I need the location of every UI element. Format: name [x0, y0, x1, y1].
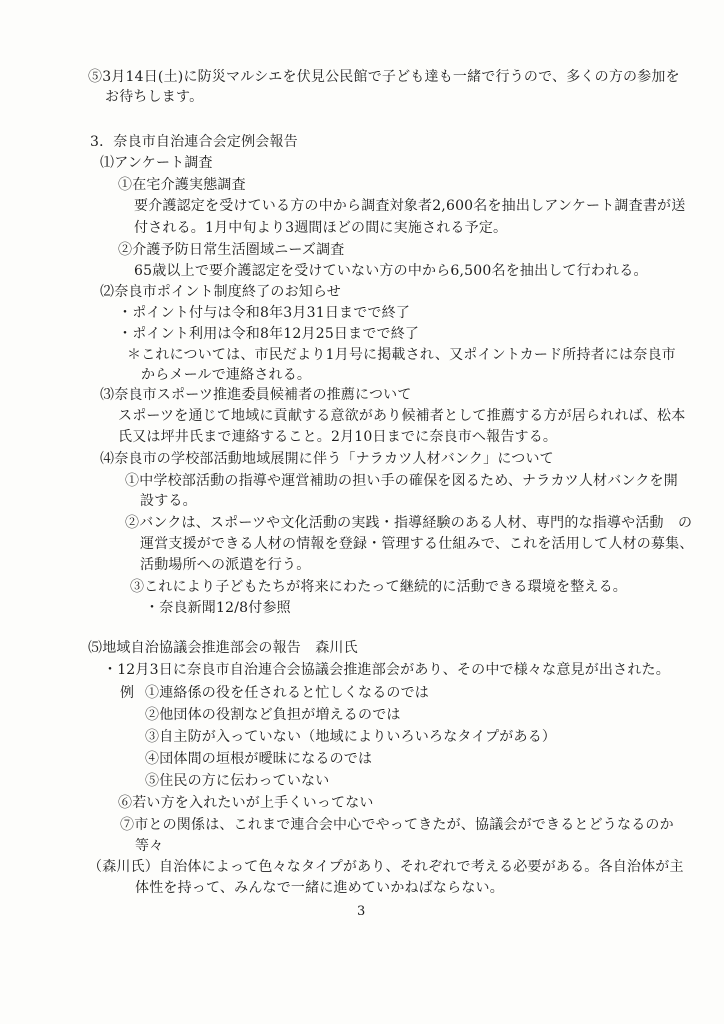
item1-sub1-line1: 要介護認定を受けている方の中から調査対象者2,600名を抽出しアンケート調査書が送: [134, 198, 686, 214]
item5-line1: ⑤3月14日(土)に防災マルシエを伏見公民館で子ども達も一緒で行うので、多くの方の参加を: [88, 69, 680, 85]
item5-ex1: ①連絡係の役を任されると忙しくなるのでは: [145, 685, 429, 701]
item2-note-line1: ＊これについては、市民だより1月号に掲載され、又ポイントカード所持者には奈良市: [127, 347, 676, 363]
item2-note-line2: からメールで連絡される。: [141, 367, 312, 383]
item5-ex4: ④団体間の垣根が曖昧になるのでは: [145, 751, 373, 767]
item1-title: ⑴アンケート調査: [100, 155, 213, 171]
item5-ex7-line1: ⑦市との関係は、これまで連合会中心でやってきたが、協議会ができるとどうなるのか: [120, 817, 674, 833]
item1-sub2-title: ②介護予防日常生活圏域ニーズ調査: [118, 242, 345, 258]
item4-p2-line2: 運営支援ができる人材の情報を登録・管理する仕組みで、これを活用して人材の募集、: [140, 536, 694, 552]
item4-p2-line3: 活動場所への派遣を行う。: [140, 557, 311, 573]
item5-ex5: ⑤住民の方に伝わっていない: [145, 773, 330, 789]
page-number: 3: [357, 904, 366, 919]
item5-bullet: ・12月3日に奈良市自治連合会協議会推進部会があり、その中で様々な意見が出された。: [103, 662, 670, 678]
item5-ex6: ⑥若い方を入れたいが上手くいってない: [118, 795, 374, 811]
item4-p2-line1: ②バンクは、スポーツや文化活動の実践・指導経験のある人材、専門的な指導や活動 の: [125, 515, 693, 531]
item4-p1-line2: 設する。: [140, 493, 197, 509]
item2-bullet1: ・ポイント付与は令和8年3月31日までで終了: [118, 305, 411, 321]
item2-bullet2: ・ポイント利用は令和8年12月25日までで終了: [118, 326, 420, 342]
item3-line1: スポーツを通じて地域に貢献する意欲があり候補者として推薦する方が居られれば、松本: [118, 408, 686, 424]
item4-p3-line1: ③これにより子どもたちが将来にわたって継続的に活動できる環境を整える。: [130, 579, 627, 595]
item4-title: ⑷奈良市の学校部活動地域展開に伴う「ナラカツ人材バンク」について: [100, 451, 554, 467]
item5-ex2: ②他団体の役割など負担が増えるのでは: [145, 707, 401, 723]
item3-line2: 氏又は坪井氏まで連絡すること。2月10日までに奈良市へ報告する。: [118, 429, 558, 445]
item1-sub1-line2: 付される。1月中旬より3週間ほどの間に実施される予定。: [134, 220, 508, 236]
item5-title: ⑸地域自治協議会推進部会の報告 森川氏: [88, 640, 358, 656]
item5-ex7-line2: 等々: [135, 838, 164, 854]
item3-title: ⑶奈良市スポーツ推進委員候補者の推薦について: [100, 387, 412, 403]
item1-sub1-title: ①在宅介護実態調査: [118, 177, 246, 193]
item5-example-label: 例: [120, 685, 135, 701]
item2-title: ⑵奈良市ポイント制度終了のお知らせ: [100, 284, 341, 300]
item5-comment-line2: 体性を持って、みんなで一緒に進めていかねばならない。: [135, 880, 504, 896]
item4-ref: ・奈良新聞12/8付参照: [145, 600, 291, 616]
item1-sub2-line1: 65歳以上で要介護認定を受けていない方の中から6,500名を抽出して行われる。: [134, 263, 648, 279]
item5-comment-line1: （森川氏）自治体によって色々なタイプがあり、それぞれで考える必要がある。各自治体が主: [88, 859, 684, 875]
section3-heading: 3．奈良市自治連合会定例会報告: [90, 134, 298, 150]
item5-line2: お待ちします。: [105, 89, 204, 105]
item4-p1-line1: ①中学校部活動の指導や運営補助の担い手の確保を図るため、ナラカツ人材バンクを開: [125, 473, 678, 489]
item5-ex3: ③自主防が入っていない（地域によりいろいろなタイプがある）: [145, 729, 557, 745]
